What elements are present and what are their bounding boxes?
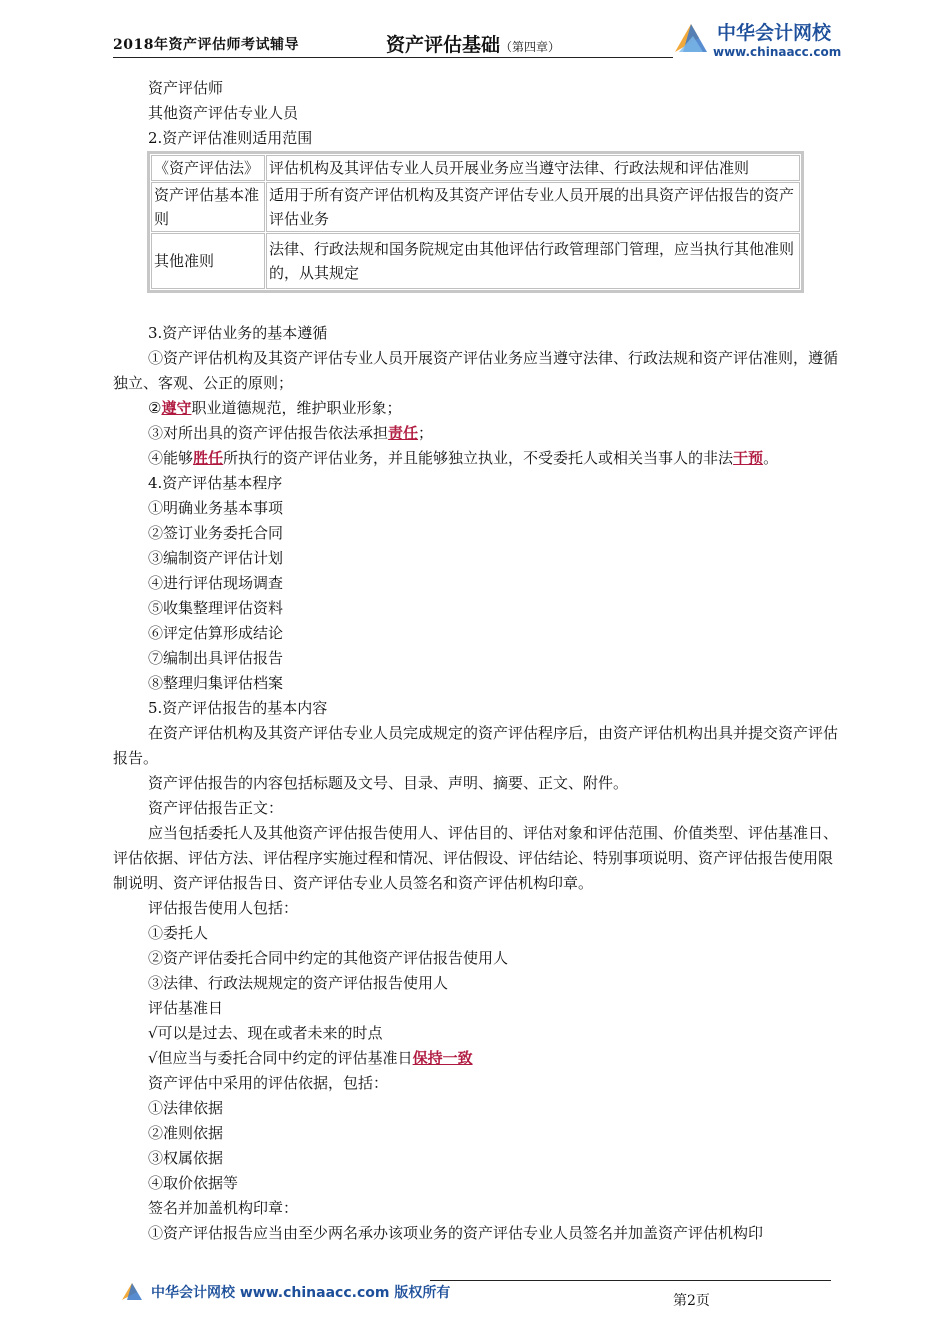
list-item: ③编制资产评估计划: [148, 549, 284, 567]
logo-url: www.chinaacc.com: [713, 45, 842, 59]
header-title: [386, 30, 560, 57]
list-item: ④进行评估现场调查: [148, 574, 284, 592]
list-item: ②签订业务委托合同: [148, 524, 284, 542]
list-item: √但应当与委托合同中约定的评估基准日保持一致: [148, 1049, 473, 1067]
subheading: 资产评估中采用的评估依据，包括：: [148, 1074, 389, 1092]
list-item: ②资产评估委托合同中约定的其他资产评估报告使用人: [148, 949, 509, 967]
paragraph: ④能够胜任所执行的资产评估业务，并且能够独立执业，不受委托人或相关当事人的非法干预。: [148, 449, 779, 467]
table-row: [151, 155, 800, 181]
highlight-link[interactable]: 胜任: [193, 449, 224, 467]
footer-logo-icon: [119, 1280, 145, 1302]
page-number: 第2页: [673, 1293, 710, 1309]
paragraph: 在资产评估机构及其资产评估专业人员完成规定的资产评估程序后，由资产评估机构出具并提交资产评估报告。: [113, 724, 839, 767]
section-2-title: 2.资产评估准则适用范围: [148, 129, 313, 147]
section-4-title: 4.资产评估基本程序: [148, 474, 283, 492]
subheading: 评估报告使用人包括：: [148, 899, 299, 917]
paragraph: 应当包括委托人及其他资产评估报告使用人、评估目的、评估对象和评估范围、价值类型、评估基准日、评估依据、评估方法、评估程序实施过程和情况、评估假设、评估结论、特别事项说明、资产评估报告使用限制说明、资产评估报告日、资产评估专业人员签名和资产评估机构印章。: [113, 824, 839, 892]
list-item: ⑧整理归集评估档案: [148, 674, 284, 692]
footer-copyright: 中华会计网校 www.chinaacc.com 版权所有: [151, 1285, 451, 1301]
brand-logo: [669, 12, 849, 62]
paragraph: ①资产评估机构及其资产评估专业人员开展资产评估业务应当遵守法律、行政法规和资产评估准则，遵循独立、客观、公正的原则；: [113, 349, 839, 392]
list-item: ⑥评定估算形成结论: [148, 624, 284, 642]
section-3-title: 3.资产评估业务的基本遵循: [148, 324, 328, 342]
paragraph: ③对所出具的资产评估报告依法承担责任；: [148, 424, 434, 442]
table-cell: 其他准则: [151, 233, 265, 289]
list-item: ②准则依据: [148, 1124, 224, 1142]
section-5-title: 5.资产评估报告的基本内容: [148, 699, 328, 717]
table-row: [151, 233, 800, 289]
paragraph: 资产评估报告正文：: [148, 799, 284, 817]
page-footer: [113, 1278, 838, 1318]
highlight-link[interactable]: 保持一致: [412, 1049, 473, 1067]
list-item: ⑤收集整理评估资料: [148, 599, 284, 617]
list-item: ①明确业务基本事项: [148, 499, 284, 517]
highlight-link[interactable]: 遵守: [161, 399, 192, 417]
table-row: [151, 182, 800, 232]
header-course: 2018年资产评估师考试辅导: [113, 37, 299, 53]
paragraph: ②遵守职业道德规范，维护职业形象；: [148, 399, 402, 417]
table-cell: 评估机构及其评估专业人员开展业务应当遵守法律、行政法规和评估准则: [266, 155, 800, 181]
list-item: ③法律、行政法规规定的资产评估报告使用人: [148, 974, 449, 992]
list-item: ③权属依据: [148, 1149, 224, 1167]
paragraph: ①资产评估报告应当由至少两名承办该项业务的资产评估专业人员签名并加盖资产评估机构印: [148, 1224, 764, 1242]
logo-name: 中华会计网校: [717, 22, 832, 44]
table-cell: 法律、行政法规和国务院规定由其他评估行政管理部门管理，应当执行其他准则的，从其规定: [266, 233, 800, 289]
footer-divider: [430, 1280, 831, 1281]
document-body: [113, 76, 838, 1246]
header-subject: 资产评估基础: [386, 34, 501, 56]
intro-line: 其他资产评估专业人员: [148, 104, 299, 122]
table-cell: 《资产评估法》: [151, 155, 265, 181]
table-cell: 适用于所有资产评估机构及其资产评估专业人员开展的出具资产评估报告的资产评估业务: [266, 182, 800, 232]
logo-triangle-icon: [669, 18, 713, 58]
subheading: 签名并加盖机构印章：: [148, 1199, 299, 1217]
header-divider: [113, 57, 673, 58]
intro-line: 资产评估师: [148, 79, 224, 97]
table-cell: 资产评估基本准则: [151, 182, 265, 232]
header-chapter: （第四章）: [500, 40, 561, 54]
page-header: [113, 0, 843, 62]
list-item: ①法律依据: [148, 1099, 224, 1117]
standards-table: [147, 151, 804, 293]
subheading: 评估基准日: [148, 999, 224, 1017]
list-item: √可以是过去、现在或者未来的时点: [148, 1024, 383, 1042]
list-item: ①委托人: [148, 924, 209, 942]
highlight-link[interactable]: 干预: [733, 449, 764, 467]
list-item: ⑦编制出具评估报告: [148, 649, 284, 667]
paragraph: 资产评估报告的内容包括标题及文号、目录、声明、摘要、正文、附件。: [148, 774, 629, 792]
list-item: ④取价依据等: [148, 1174, 239, 1192]
highlight-link[interactable]: 责任: [388, 424, 419, 442]
